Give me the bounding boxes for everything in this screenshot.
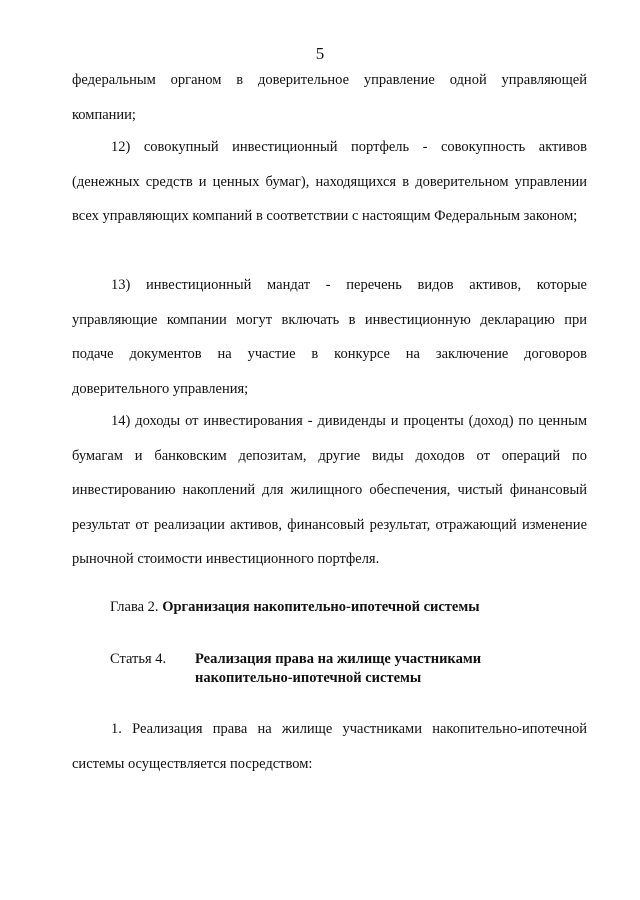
article-paragraph-1: 1. Реализация права на жилище участниками накопительно-ипотечной системы осуществляется посредством: xyxy=(72,721,587,772)
paragraph-item-12: 12) совокупный инвестиционный портфель - совокупность активов (денежных средств и ценных бумаг), находящихся в доверительном управлении всех управляющих компаний в соответствии с настоящим Федеральным законом; xyxy=(72,139,587,224)
page-number: 5 xyxy=(315,44,325,63)
chapter-title: Организация накопительно-ипотечной системы xyxy=(162,599,480,615)
chapter-heading xyxy=(110,596,480,618)
paragraph-item-14: 14) доходы от инвестирования - дивиденды и проценты (доход) по ценным бумагам и банковским депозитам, другие виды доходов от операций по инвестированию накоплений для жилищного обеспечения, чистый финансовый результат от реализации активов, финансовый результат, отражающий изменение рыночной стоимости инвестиционного портфеля. xyxy=(72,413,587,567)
article-title: Реализация права на жилище участниками накопительно-ипотечной системы xyxy=(195,651,482,686)
paragraph-item-13: 13) инвестиционный мандат - перечень видов активов, которые управляющие компании могут включать в инвестиционную декларацию при подаче документов на участие в конкурсе на заключение договоров доверительного управления; xyxy=(72,277,587,397)
paragraph-continuation: федеральным органом в доверительное управление одной управляющей компании; xyxy=(72,72,587,123)
chapter-label: Глава 2. xyxy=(110,599,159,615)
article-label: Статья 4. xyxy=(110,651,167,667)
